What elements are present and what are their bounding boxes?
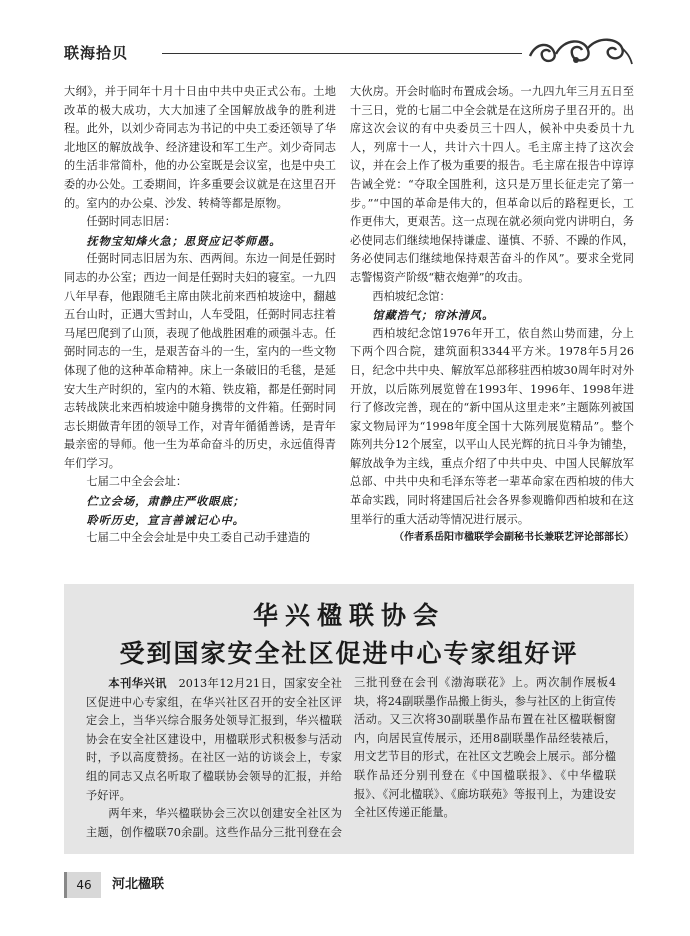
paragraph: 七届二中全会会址是中央工委自己动手建造的 (86, 531, 311, 545)
couplet-plenum-line2: 聆听历史，宣言善诫记心中。 (86, 512, 245, 527)
subheading-memorial-hall: 西柏坡纪念馆： (372, 289, 451, 303)
news-right-column (354, 674, 616, 823)
publication-name: 河北楹联 (112, 877, 165, 892)
couplet-ren-residence: 抚物宝知烽火急；思贤应记苓师愚。 (86, 233, 282, 248)
subheading-plenum-site: 七届二中全会会址： (86, 475, 188, 489)
couplet-plenum-line1: 伫立会场，肃静庄严收眼底； (86, 494, 245, 509)
news-paragraph: 2013年12月21日，国家安全社区促进中心专家组，在华兴社区召开的安全社区评定会上，当华兴综合服务处领导汇报到，华兴楹联协会在安全社区建设中，用楹联形式积极参与活动时，予以高度赞扬。在社区一站的访谈会上，专家组的同志又点名听取了楹联协会领导的汇报，并给予好评。 (86, 677, 342, 802)
section-title: 联海拾贝 (64, 44, 129, 62)
news-lead: 本刊华兴讯 (108, 676, 167, 690)
page-header (64, 34, 634, 68)
header-divider (162, 53, 522, 54)
right-column (350, 83, 634, 548)
news-title-line2: 受到国家安全社区促进中心专家组好评 (119, 639, 579, 668)
paragraph: 任弼时同志旧居为东、西两间。东边一间是任弼时同志的办公室；西边一间是任弼时夫妇的寝室。一九四八年早春，他跟随毛主席由陕北前来西柏坡途中，翻越五台山时，正遇大雪封山，人车受阻，任弼时同志拄着马尾巴爬到了山顶，表现了他战胜困难的顽强斗志。任弼时同志的一生，是艰苦奋斗的一生，室内的一些文物体现了他的这种革命精神。床上一条破旧的毛毯，是延安大生产时织的，室内的木箱、铁皮箱，都是任弼时同志转战陕北来西柏坡途中随身携带的文件箱。任弼时同志长期做青年团的领导工作，对青年循循善诱，是青年最亲密的导师。他一生为革命奋斗的历史，永远值得青年们学习。 (64, 252, 336, 470)
cloud-scroll-ornament-icon (526, 34, 634, 68)
left-column (64, 83, 336, 548)
news-box (64, 584, 634, 854)
news-title-line1: 华兴楹联协会 (252, 601, 445, 630)
page-number: 46 (64, 872, 101, 898)
couplet-memorial-hall: 馆藏浩气；帘沐清风。 (372, 308, 495, 323)
news-paragraph: 两年来，华兴楹联协会三次以创建安全社区为主题，创作楹联70余副。这些作品分三批刊登在会 (86, 807, 342, 839)
author-credit: （作者系岳阳市楹联学会副秘书长兼联艺评论部部长） (394, 532, 634, 544)
news-paragraph-continued: 三批刊登在会刊《渤海联花》上。两次制作展板4块，将24副联墨作品搬上街头，参与社区的上街宣传活动。又三次将30副联墨作品布置在社区楹联橱窗内，向居民宣传展示，还用8副联墨作品经装裱后，用文艺节目的形式，在社区文艺晚会上展示。部分楹联作品还分别刊登在《中国楹联报》、《中华楹联报》、《河北楹联》、《廊坊联苑》等报刊上，为建设安全社区传递正能量。 (354, 676, 616, 820)
paragraph: 大伙房。开会时临时布置成会场。一九四九年三月五日至十三日，党的七届二中全会就是在这所房子里召开的。出席这次会议的有中央委员三十四人，候补中央委员十九人，列席十一人，共计六十四人。毛主席主持了这次会议，并在会上作了极为重要的报告。毛主席在报告中谆谆告诫全党：“夺取全国胜利，这只是万里长征走完了第一步。”“中国的革命是伟大的，但革命以后的路程更长，工作更伟大，更艰苦。这一点现在就必须向党内讲明白，务必使同志们继续地保持谦虚、谨慎、不骄、不躁的作风，务必使同志们继续地保持艰苦奋斗的作风”。要求全党同志警惕资产阶级“糖衣炮弹”的攻击。 (350, 85, 634, 284)
subheading-ren-residence: 任弼时同志旧居： (86, 215, 176, 229)
page-footer (64, 872, 634, 898)
paragraph: 大纲》，并于同年十月十日由中共中央正式公布。土地改革的极大成功，大大加速了全国解放战争的胜利进程。此外，以刘少奇同志为书记的中央工委还领导了华北地区的解放战争、经济建设和军工生产。刘少奇同志的生活非常简朴，他的办公室既是会议室，也是中央工委的办公处。工委期间，许多重要会议就是在这里召开的。室内的办公桌、沙发、转椅等都是原物。 (64, 85, 336, 210)
news-left-column (86, 674, 342, 842)
paragraph: 西柏坡纪念馆1976年开工，依自然山势而建，分上下两个四合院，建筑面积3344平方米。1978年5月26日，纪念中共中央、解放军总部移驻西柏坡30周年时对外开放，以后陈列展览曾在1993年、1996年、1998年进行了修改完善，现在的“新中国从这里走来”主题陈列被国家文物局评为“1998年度全国十大陈列展览精品”。整个陈列共分12个展室，以平山人民光辉的抗日斗争为铺垫，解放战争为主线，重点介绍了中共中央、中国人民解放军总部、中共中央和毛泽东等老一辈革命家在西柏坡的伟大革命实践，同时将建国后社会各界参观瞻仰西柏坡和在这里举行的重大活动等情况进行展示。 (350, 326, 634, 526)
